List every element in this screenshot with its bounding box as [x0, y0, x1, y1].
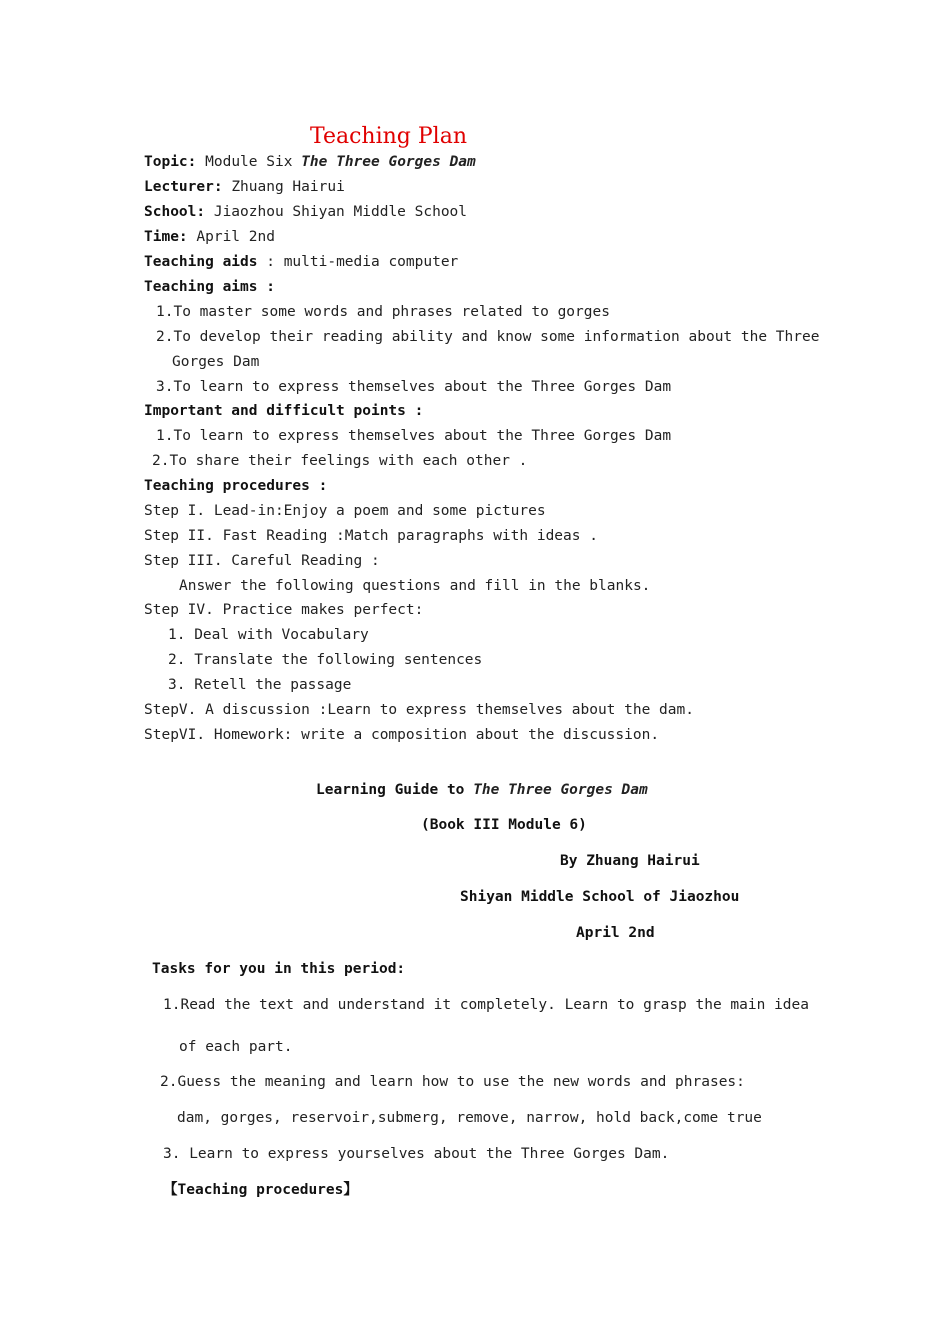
step-subitem: 2. Translate the following sentences: [168, 652, 483, 668]
school-value: Jiaozhou Shiyan Middle School: [213, 204, 468, 220]
step-subitem: 3. Retell the passage: [168, 677, 352, 693]
point-item: 2.To share their feelings with each other .: [152, 453, 528, 469]
step-item: StepV. A discussion :Learn to express themselves about the dam.: [144, 702, 694, 718]
step-item: Step II. Fast Reading :Match paragraphs with ideas .: [144, 528, 598, 544]
task-item: 2.Guess the meaning and learn how to use the new words and phrases:: [160, 1074, 745, 1090]
lecturer-line: [144, 178, 345, 196]
points-label: Important and difficult points :: [144, 403, 424, 419]
lecturer-label: Lecturer:: [144, 179, 223, 195]
step-item: Step IV. Practice makes perfect:: [144, 602, 424, 618]
aids-line: [144, 253, 458, 271]
topic-value: Module Six: [205, 154, 293, 170]
guide-date: April 2nd: [576, 925, 655, 941]
time-value: April 2nd: [196, 229, 275, 245]
step-subitem: 1. Deal with Vocabulary: [168, 627, 369, 643]
point-item: 1.To learn to express themselves about the Three Gorges Dam: [156, 428, 672, 444]
guide-heading-prefix: Learning Guide to: [316, 782, 465, 798]
tasks-label: Tasks for you in this period:: [152, 961, 406, 977]
guide-heading-italic: The Three Gorges Dam: [473, 782, 648, 798]
step-item: StepVI. Homework: write a composition about the discussion.: [144, 727, 660, 743]
school-line: [144, 203, 467, 221]
aim-item: 2.To develop their reading ability and know some information about the Three: [156, 329, 820, 345]
time-line: [144, 228, 275, 246]
guide-author: By Zhuang Hairui: [560, 853, 700, 869]
topic-line: [144, 153, 476, 171]
guide-subheading: (Book III Module 6): [421, 817, 587, 833]
step-item: Step I. Lead-in:Enjoy a poem and some pictures: [144, 503, 546, 519]
time-label: Time:: [144, 229, 188, 245]
procedures-label: Teaching procedures :: [144, 478, 328, 494]
aim-item-continued: Gorges Dam: [172, 354, 260, 370]
lecturer-value: Zhuang Hairui: [231, 179, 345, 195]
guide-heading: [316, 781, 648, 799]
guide-procedures-label: 【Teaching procedures】: [163, 1182, 358, 1198]
teaching-plan-title: Teaching Plan: [310, 124, 467, 149]
task-item-continued: of each part.: [179, 1039, 293, 1055]
aim-item: 3.To learn to express themselves about the Three Gorges Dam: [156, 379, 672, 395]
step-item: Step III. Careful Reading :: [144, 553, 380, 569]
topic-label: Topic:: [144, 154, 197, 170]
aids-label: Teaching aids: [144, 254, 258, 270]
step-subitem: Answer the following questions and fill in the blanks.: [179, 578, 651, 594]
aims-label: Teaching aims :: [144, 279, 275, 295]
task-item: 1.Read the text and understand it completely. Learn to grasp the main idea: [163, 997, 810, 1013]
task-word-list: dam, gorges, reservoir,submerg, remove, narrow, hold back,come true: [177, 1110, 762, 1126]
task-item: 3. Learn to express yourselves about the Three Gorges Dam.: [163, 1146, 670, 1162]
school-label: School:: [144, 204, 206, 220]
topic-italic-title: The Three Gorges Dam: [301, 154, 476, 170]
aids-value: : multi-media computer: [266, 254, 459, 270]
aim-item: 1.To master some words and phrases related to gorges: [156, 304, 610, 320]
guide-school: Shiyan Middle School of Jiaozhou: [460, 889, 740, 905]
